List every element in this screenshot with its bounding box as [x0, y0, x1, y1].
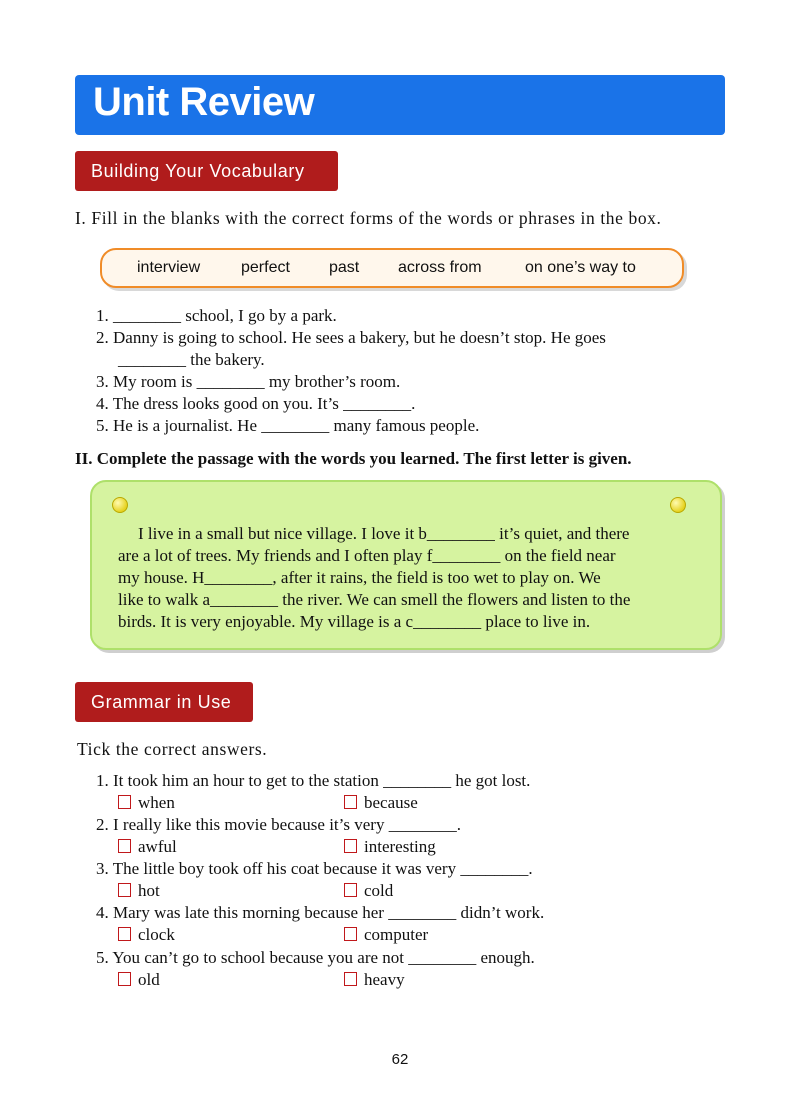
option-label: cold — [364, 881, 394, 900]
option-checkbox[interactable] — [118, 839, 131, 853]
option-checkbox[interactable] — [344, 795, 357, 809]
vocab-item-1: 1. ________ school, I go by a park. — [96, 306, 337, 325]
option-label: heavy — [364, 970, 405, 989]
passage-line: birds. It is very enjoyable. My village is a c________ place to live in. — [118, 612, 591, 631]
option-label: awful — [138, 837, 177, 856]
option-checkbox[interactable] — [118, 883, 131, 897]
page-number: 62 — [391, 1051, 409, 1068]
question-3: 3. The little boy took off his coat because it was very ________. — [96, 859, 533, 878]
vocab-item-5: 5. He is a journalist. He ________ many famous people. — [96, 416, 480, 435]
vocab-item-4: 4. The dress looks good on you. It’s ________. — [96, 394, 416, 413]
grammar-instruction: Tick the correct answers. — [77, 739, 268, 759]
option-checkbox[interactable] — [344, 972, 357, 986]
question-4: 4. Mary was late this morning because her ________ didn’t work. — [96, 903, 545, 922]
passage-box — [90, 480, 722, 650]
passage-line: like to walk a________ the river. We can smell the flowers and listen to the — [118, 590, 631, 609]
option-label: hot — [138, 881, 160, 900]
word-box — [100, 248, 684, 288]
vocab-item-2-continued: ________ the bakery. — [118, 350, 265, 369]
option-label: because — [364, 793, 418, 812]
bullet-dot-icon — [670, 497, 686, 513]
word-box-item: interview — [137, 259, 201, 276]
passage-line: are a lot of trees. My friends and I often play f________ on the field near — [118, 546, 616, 565]
word-box-item: past — [329, 259, 360, 276]
section-tag-vocabulary: Building Your Vocabulary — [75, 151, 338, 191]
option-label: old — [138, 970, 160, 989]
option-checkbox[interactable] — [344, 883, 357, 897]
passage-line: my house. H________, after it rains, the field is too wet to play on. We — [118, 568, 601, 587]
option-label: clock — [138, 925, 175, 944]
option-checkbox[interactable] — [118, 972, 131, 986]
option-checkbox[interactable] — [344, 927, 357, 941]
vocab-instruction: I. Fill in the blanks with the correct forms of the words or phrases in the box. — [75, 208, 662, 228]
option-label: interesting — [364, 837, 436, 856]
passage-line: I live in a small but nice village. I love it b________ it’s quiet, and there — [138, 524, 630, 543]
question-5: 5. You can’t go to school because you are not ________ enough. — [96, 948, 535, 967]
passage-heading: II. Complete the passage with the words you learned. The first letter is given. — [75, 449, 632, 468]
vocab-item-2: 2. Danny is going to school. He sees a bakery, but he doesn’t stop. He goes — [96, 328, 606, 347]
bullet-dot-icon — [112, 497, 128, 513]
unit-title-bar — [75, 75, 725, 135]
section-tag-grammar: Grammar in Use — [75, 682, 253, 722]
word-box-item: perfect — [241, 259, 290, 276]
option-label: computer — [364, 925, 429, 944]
vocab-item-3: 3. My room is ________ my brother’s room. — [96, 372, 401, 391]
option-checkbox[interactable] — [344, 839, 357, 853]
option-label: when — [138, 793, 175, 812]
word-box-item: on one’s way to — [525, 259, 636, 276]
question-1: 1. It took him an hour to get to the station ________ he got lost. — [96, 771, 531, 790]
option-checkbox[interactable] — [118, 795, 131, 809]
page-title: Unit Review — [93, 80, 315, 124]
option-checkbox[interactable] — [118, 927, 131, 941]
word-box-item: across from — [398, 259, 482, 276]
question-2: 2. I really like this movie because it’s very ________. — [96, 815, 461, 834]
